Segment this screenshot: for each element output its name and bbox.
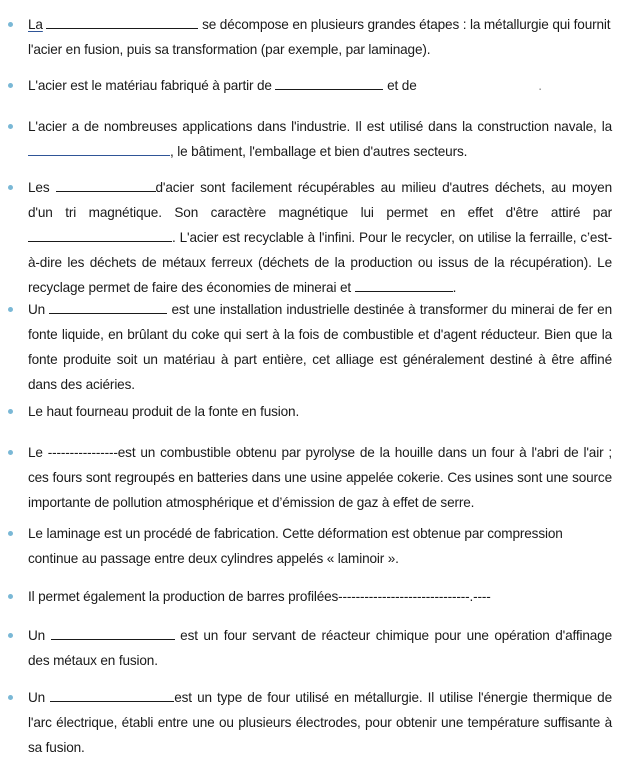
- list-item: [28, 175, 612, 300]
- item-text: se décompose en plusieurs grandes étapes : la métallurgie qui fournit l'acier en fusion, puis sa transformation (par exemple, par laminage).: [28, 17, 611, 57]
- item-text: .: [538, 78, 542, 93]
- item-text: Le laminage est un procédé de fabrication. Cette déformation est obtenue par compression continue au passage entre deux cylindres appelés « laminoir ».: [28, 526, 563, 566]
- item-text: est un type de four utilisé en métallurgie. Il utilise l'énergie thermique de l'arc électrique, établi entre une ou plusieurs électrodes, pour obtenir une température suffisante à sa fusion.: [28, 690, 612, 755]
- bullet-icon: [8, 531, 13, 536]
- bullet-icon: [8, 450, 13, 455]
- fill-in-blank[interactable]: [275, 75, 383, 90]
- item-text: Le: [28, 445, 43, 460]
- item-text: L'acier a de nombreuses applications dans l'industrie. Il est utilisé dans la construction navale, la: [28, 119, 612, 134]
- list-item: [28, 685, 612, 760]
- item-text: L'acier est le matériau fabriqué à partir de: [28, 78, 272, 93]
- bullet-icon: [8, 307, 13, 312]
- fill-in-blank-dashes[interactable]: ------------------------------: [338, 589, 470, 604]
- bullet-icon: [8, 22, 13, 27]
- item-text: , le bâtiment, l'emballage et bien d'autres secteurs.: [170, 144, 468, 159]
- fill-in-blank[interactable]: [46, 14, 198, 29]
- bullet-icon: [8, 185, 13, 190]
- bullet-icon: [8, 124, 13, 129]
- list-item: [28, 12, 612, 62]
- fill-in-blank[interactable]: [50, 687, 174, 702]
- item-text: Le haut fourneau produit de la fonte en fusion.: [28, 404, 300, 419]
- bullet-icon: [8, 409, 13, 414]
- fill-in-blank[interactable]: [28, 141, 170, 156]
- list-item: [28, 623, 612, 673]
- fill-in-blank[interactable]: [355, 277, 453, 292]
- item-text: et de: [387, 78, 417, 93]
- item-text: .: [452, 280, 457, 295]
- item-text: est une installation industrielle destinée à transformer du minerai de fer en fonte liquide, en brûlant du coke qui sert à la fois de combustible et d'agent réducteur. Bien que la fonte produite soit un matériau à part entière, cet alliage est généralement destiné à être affiné dans des aciéries.: [28, 302, 612, 392]
- fill-in-blank[interactable]: [49, 299, 167, 314]
- bullet-icon: [8, 695, 13, 700]
- list-item: [28, 399, 612, 424]
- fill-in-blank[interactable]: [56, 183, 156, 192]
- item-text: est un combustible obtenu par pyrolyse de la houille dans un four à l'abri de l'air ; ces fours sont regroupés en batteries dans une usine appelée cokerie. Ces usines sont une source importante de pollution atmosphérique et d’émission de gaz à effet de serre.: [28, 445, 612, 510]
- item-text: Un: [28, 628, 46, 643]
- fill-in-blank[interactable]: [51, 625, 175, 640]
- bullet-icon: [8, 633, 13, 638]
- list-item: [28, 73, 612, 98]
- bullet-icon: [8, 83, 13, 88]
- list-item: [28, 521, 612, 571]
- list-item: [28, 584, 612, 609]
- item-text: Un: [28, 690, 46, 705]
- item-text: Il permet également la production de barres profilées: [28, 589, 339, 604]
- item-text: . L'acier est recyclable à l'infini. Pour le recycler, on utilise la ferraille, c’est-à-dire les déchets de métaux ferreux (déchets de la production ou issus de la récupération). Le recyclage permet de faire des économies de minerai et: [28, 230, 612, 295]
- list-item: [28, 440, 612, 515]
- bullet-icon: [8, 594, 13, 599]
- fill-in-blank-dashes[interactable]: ----: [473, 589, 491, 604]
- fill-in-blank[interactable]: [28, 227, 172, 242]
- item-text: Les: [28, 180, 50, 195]
- item-text: est un four servant de réacteur chimique pour une opération d'affinage des métaux en fusion.: [28, 628, 612, 668]
- item-text: La: [28, 17, 43, 32]
- list-item: [28, 114, 612, 164]
- list-item: [28, 297, 612, 397]
- item-text: d'acier sont facilement récupérables au milieu d'autres déchets, au moyen d'un tri magnétique. Son caractère magnétique lui permet en effet d'être attiré par: [28, 180, 612, 220]
- item-text: .: [469, 589, 474, 604]
- fill-in-blank-dashes[interactable]: ----------------: [47, 445, 118, 460]
- item-text: Un: [28, 302, 46, 317]
